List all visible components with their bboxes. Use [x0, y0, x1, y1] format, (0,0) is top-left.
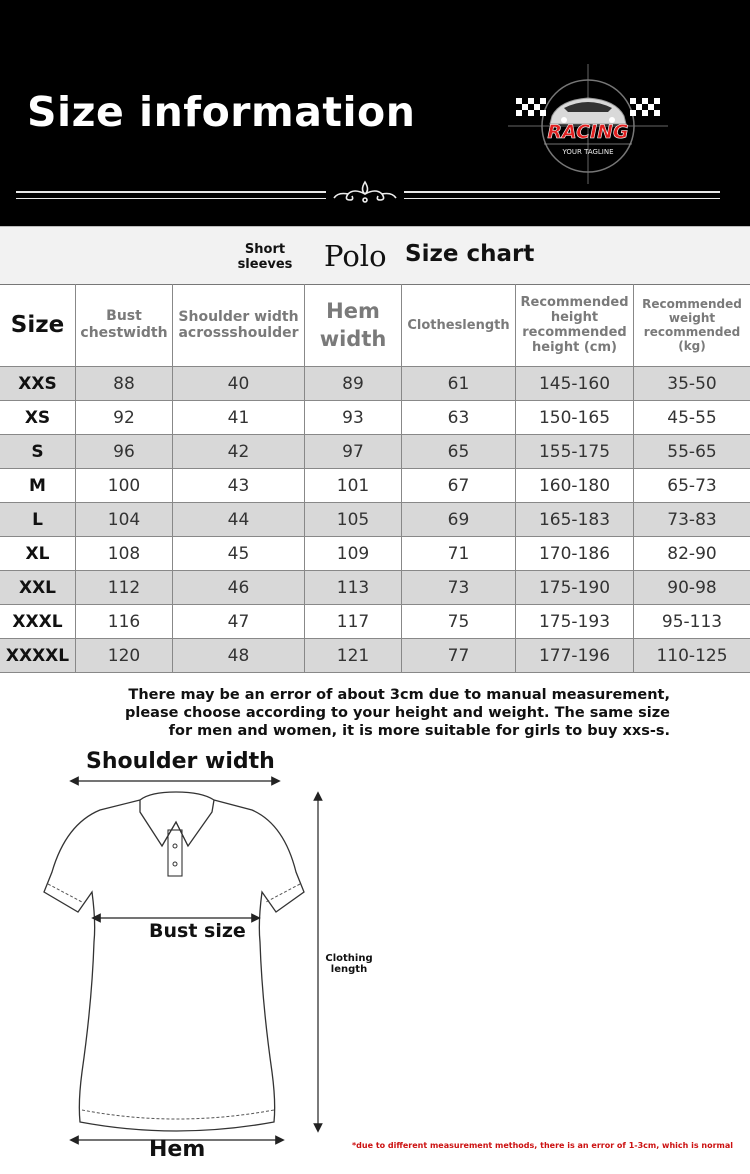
- cell-hem: 109: [305, 537, 402, 571]
- col-header-hem-label: Hem width: [319, 299, 387, 351]
- table-row: [0, 367, 750, 401]
- cell-bust: 96: [76, 435, 173, 469]
- chart-title-product: Polo: [324, 239, 387, 273]
- table-row: [0, 571, 750, 605]
- table-row: [0, 401, 750, 435]
- col-header-weight: [634, 284, 750, 367]
- clothing-length-label: Clothing length: [325, 953, 373, 975]
- cell-bust: 100: [76, 469, 173, 503]
- cell-weight: 35-50: [667, 374, 717, 394]
- cell-bust: 88: [76, 367, 173, 401]
- col-header-height: [516, 284, 634, 367]
- divider-left-2: [16, 198, 326, 199]
- cell-length: 77: [402, 639, 516, 673]
- cell-weight: 95-113: [661, 612, 723, 632]
- cell-weight: 90-98: [667, 578, 717, 598]
- col-header-hem: [305, 284, 402, 367]
- col-header-shoulder-label: Shoulder width acrossshoulder: [178, 309, 299, 341]
- divider-right: [404, 191, 720, 193]
- hem-label: Hem: [149, 1137, 206, 1162]
- divider-right-2: [404, 198, 720, 199]
- cell-height: 150-165: [516, 401, 634, 435]
- cell-hem: 117: [305, 605, 402, 639]
- cell-size: S: [0, 435, 76, 469]
- col-header-weight-label: Recommended weight recommended (kg): [642, 297, 742, 353]
- cell-hem: 121: [305, 639, 402, 673]
- col-header-length-label: Clotheslength: [407, 317, 510, 333]
- cell-weight: 65-73: [667, 476, 717, 496]
- col-header-length: [402, 284, 516, 367]
- cell-length: 63: [402, 401, 516, 435]
- cell-weight: 82-90: [667, 544, 717, 564]
- cell-hem: 89: [305, 367, 402, 401]
- col-header-size: [0, 284, 76, 367]
- cell-height: 155-175: [516, 435, 634, 469]
- chart-title-label: Size chart: [405, 241, 535, 267]
- cell-hem: 105: [305, 503, 402, 537]
- cell-height: 177-196: [516, 639, 634, 673]
- shoulder-width-label: Shoulder width: [86, 749, 275, 774]
- bust-size-label: Bust size: [149, 920, 246, 942]
- cell-size: XXS: [0, 367, 76, 401]
- cell-bust: 104: [76, 503, 173, 537]
- table-row: [0, 469, 750, 503]
- logo-brand-text: RACING: [547, 121, 629, 143]
- short-text: Short: [244, 242, 286, 257]
- cell-length: 75: [402, 605, 516, 639]
- cell-shoulder: 42: [173, 435, 305, 469]
- cell-size: XS: [0, 401, 76, 435]
- header-banner: [0, 0, 750, 226]
- table-row: [0, 537, 750, 571]
- table-row: [0, 605, 750, 639]
- cell-length: 61: [402, 367, 516, 401]
- cell-length: 65: [402, 435, 516, 469]
- footnote-text: *due to different measurement methods, there is an error of 1-3cm, which is normal: [352, 1141, 733, 1150]
- cell-height: 175-193: [516, 605, 634, 639]
- logo-tagline: YOUR TAGLINE: [562, 148, 614, 156]
- cell-height: 170-186: [516, 537, 634, 571]
- cell-weight: 73-83: [667, 510, 717, 530]
- cell-bust: 92: [76, 401, 173, 435]
- cell-shoulder: 41: [173, 401, 305, 435]
- cell-size: XXXL: [0, 605, 76, 639]
- measurement-note: [0, 677, 750, 743]
- divider-left: [16, 191, 326, 193]
- chart-title-bar: [0, 227, 750, 285]
- cell-hem: 101: [305, 469, 402, 503]
- cell-size: XL: [0, 537, 76, 571]
- col-header-height-label: Recommended height recommended height (cm): [520, 295, 629, 355]
- sleeves-text: sleeves: [237, 257, 293, 272]
- cell-size: M: [0, 469, 76, 503]
- cell-shoulder: 47: [173, 605, 305, 639]
- cell-length: 69: [402, 503, 516, 537]
- cell-height: 165-183: [516, 503, 634, 537]
- table-row: [0, 435, 750, 469]
- cell-bust: 116: [76, 605, 173, 639]
- cell-weight: 55-65: [667, 442, 717, 462]
- cell-shoulder: 43: [173, 469, 305, 503]
- table-row: [0, 639, 750, 673]
- cell-size: XXXXL: [0, 639, 76, 673]
- col-header-bust: [76, 284, 173, 367]
- flourish-ornament: [330, 178, 400, 212]
- cell-bust: 120: [76, 639, 173, 673]
- cell-weight: 45-55: [667, 408, 717, 428]
- cell-height: 145-160: [516, 367, 634, 401]
- chart-title-short-sleeves: [234, 242, 296, 272]
- cell-size: XXL: [0, 571, 76, 605]
- cell-shoulder: 48: [173, 639, 305, 673]
- size-chart-table: [0, 226, 750, 743]
- cell-hem: 97: [305, 435, 402, 469]
- cell-shoulder: 46: [173, 571, 305, 605]
- polo-shirt-illustration: [0, 742, 750, 1174]
- page-title: Size information: [27, 88, 416, 136]
- table-row: [0, 503, 750, 537]
- cell-bust: 108: [76, 537, 173, 571]
- cell-bust: 112: [76, 571, 173, 605]
- cell-hem: 93: [305, 401, 402, 435]
- cell-shoulder: 44: [173, 503, 305, 537]
- racing-logo: [508, 64, 668, 188]
- cell-length: 67: [402, 469, 516, 503]
- col-header-shoulder: [173, 284, 305, 367]
- garment-diagram: [0, 742, 750, 1174]
- cell-weight: 110-125: [656, 646, 728, 666]
- cell-shoulder: 40: [173, 367, 305, 401]
- cell-length: 71: [402, 537, 516, 571]
- col-header-size-label: Size: [10, 312, 65, 338]
- cell-length: 73: [402, 571, 516, 605]
- col-header-bust-label: Bust chestwidth: [80, 308, 168, 341]
- measurement-note-text: There may be an error of about 3cm due to manual measurement, please choose according to your height and weight. The same size for men and women, it is more suitable for girls to buy xxs-s.: [124, 687, 670, 739]
- cell-size: L: [0, 503, 76, 537]
- cell-shoulder: 45: [173, 537, 305, 571]
- cell-hem: 113: [305, 571, 402, 605]
- cell-height: 175-190: [516, 571, 634, 605]
- cell-height: 160-180: [516, 469, 634, 503]
